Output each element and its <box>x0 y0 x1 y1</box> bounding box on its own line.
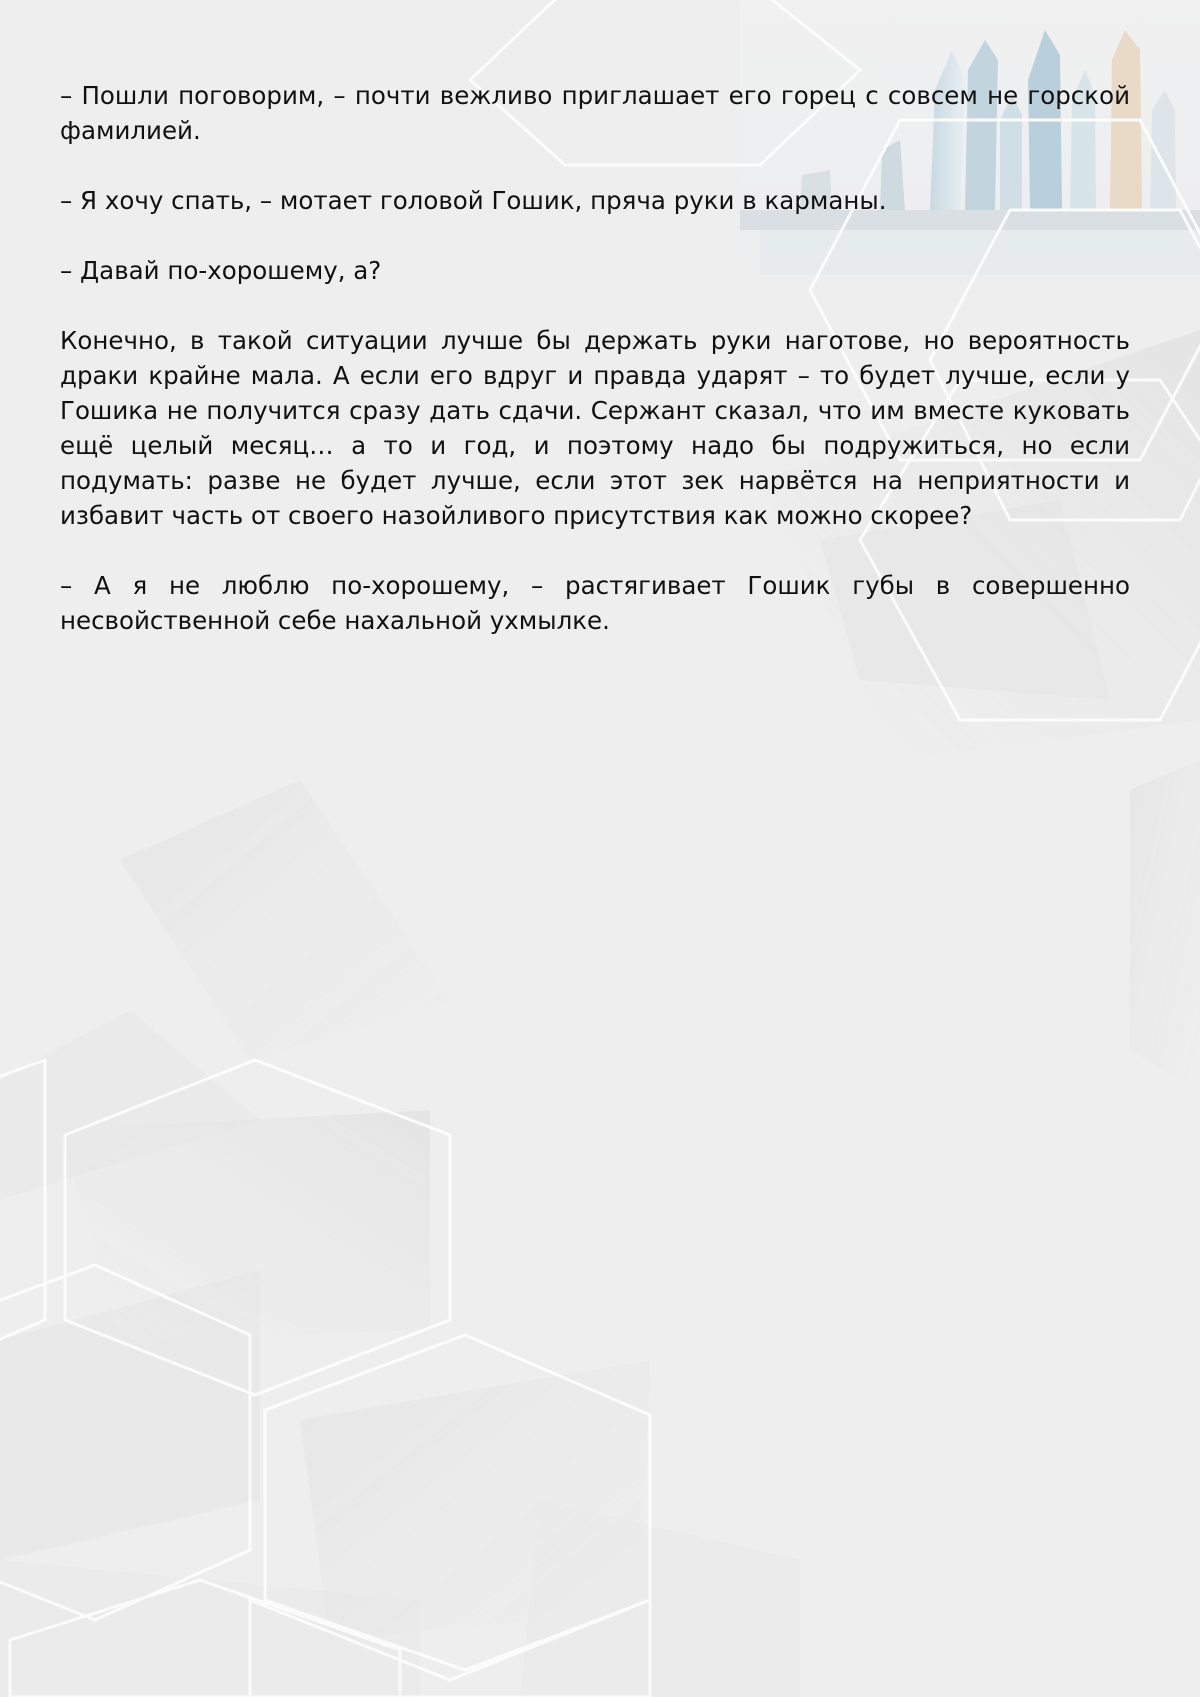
paragraph-5: – А я не люблю по-хорошему, – растягивает Гошик губы в совершенно несвойственной себе нахальной ухмылке. <box>60 571 1130 635</box>
paragraph-4: Конечно, в такой ситуации лучше бы держать руки наготове, но вероятность драки крайне мала. А если его вдруг и правда ударят – то будет лучше, если у Гошика не получится сразу дать сдачи. Сержант сказал, что им вместе куковать ещё целый месяц… а то и год, и поэтому надо бы подружиться, но если подумать: разве не будет лучше, если этот зек нарвётся на неприятности и избавит часть от своего назойливого присутствия как можно скорее? <box>60 326 1130 530</box>
paragraph-2: – Я хочу спать, – мотает головой Гошик, пряча руки в карманы. <box>60 186 887 215</box>
paragraph-3: – Давай по-хорошему, а? <box>60 256 382 285</box>
document-body <box>60 78 1130 673</box>
paragraph-1: – Пошли поговорим, – почти вежливо приглашает его горец с совсем не горской фамилией. <box>60 81 1130 145</box>
